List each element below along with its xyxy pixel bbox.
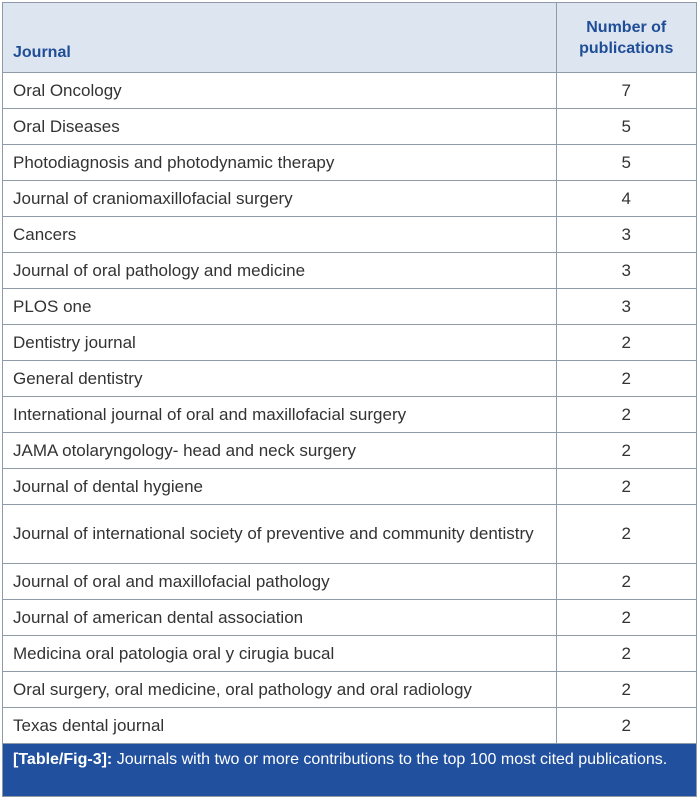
journal-cell: Journal of international society of preventive and community dentistry <box>3 505 556 564</box>
table-row <box>3 505 696 564</box>
count-cell: 5 <box>556 109 696 145</box>
table-row <box>3 397 696 433</box>
journal-cell: Oral surgery, oral medicine, oral pathology and oral radiology <box>3 672 556 708</box>
journal-cell: Photodiagnosis and photodynamic therapy <box>3 145 556 181</box>
journal-cell: Oral Diseases <box>3 109 556 145</box>
count-cell: 2 <box>556 469 696 505</box>
journal-cell: Journal of oral and maxillofacial pathology <box>3 564 556 600</box>
table-row <box>3 289 696 325</box>
table-row <box>3 217 696 253</box>
table-row <box>3 433 696 469</box>
publications-header-line1: Number of <box>586 18 667 36</box>
table-row <box>3 708 696 744</box>
count-cell: 2 <box>556 433 696 469</box>
table-row <box>3 109 696 145</box>
table-header-row <box>3 3 696 73</box>
count-cell: 2 <box>556 600 696 636</box>
table-row <box>3 564 696 600</box>
journals-table <box>3 3 696 744</box>
count-cell: 3 <box>556 217 696 253</box>
table-row <box>3 636 696 672</box>
table-row <box>3 672 696 708</box>
journals-table-figure <box>2 2 697 797</box>
count-cell: 2 <box>556 708 696 744</box>
journal-cell: International journal of oral and maxillofacial surgery <box>3 397 556 433</box>
count-cell: 4 <box>556 181 696 217</box>
table-caption <box>3 744 696 796</box>
journal-cell: Journal of american dental association <box>3 600 556 636</box>
journal-cell: Journal of craniomaxillofacial surgery <box>3 181 556 217</box>
journal-cell: Journal of dental hygiene <box>3 469 556 505</box>
table-row <box>3 325 696 361</box>
count-cell: 2 <box>556 505 696 564</box>
count-cell: 3 <box>556 253 696 289</box>
table-row <box>3 361 696 397</box>
journal-cell: Medicina oral patologia oral y cirugia bucal <box>3 636 556 672</box>
caption-label: [Table/Fig-3]: <box>13 751 113 768</box>
caption-text: Journals with two or more contributions to the top 100 most cited publications. <box>112 751 668 768</box>
journal-cell: Cancers <box>3 217 556 253</box>
publications-column-header <box>556 3 696 73</box>
count-cell: 2 <box>556 564 696 600</box>
journal-cell: Oral Oncology <box>3 73 556 109</box>
journal-cell: Journal of oral pathology and medicine <box>3 253 556 289</box>
count-cell: 2 <box>556 361 696 397</box>
journal-cell: Texas dental journal <box>3 708 556 744</box>
count-cell: 2 <box>556 397 696 433</box>
table-row <box>3 600 696 636</box>
count-cell: 2 <box>556 672 696 708</box>
journal-cell: General dentistry <box>3 361 556 397</box>
table-row <box>3 73 696 109</box>
table-row <box>3 469 696 505</box>
count-cell: 2 <box>556 636 696 672</box>
table-row <box>3 145 696 181</box>
table-row <box>3 253 696 289</box>
journal-cell: PLOS one <box>3 289 556 325</box>
journal-cell: Dentistry journal <box>3 325 556 361</box>
count-cell: 2 <box>556 325 696 361</box>
count-cell: 3 <box>556 289 696 325</box>
count-cell: 7 <box>556 73 696 109</box>
table-row <box>3 181 696 217</box>
count-cell: 5 <box>556 145 696 181</box>
publications-header-line2: publications <box>579 39 674 57</box>
journal-cell: JAMA otolaryngology- head and neck surgery <box>3 433 556 469</box>
journal-column-header: Journal <box>3 3 556 73</box>
